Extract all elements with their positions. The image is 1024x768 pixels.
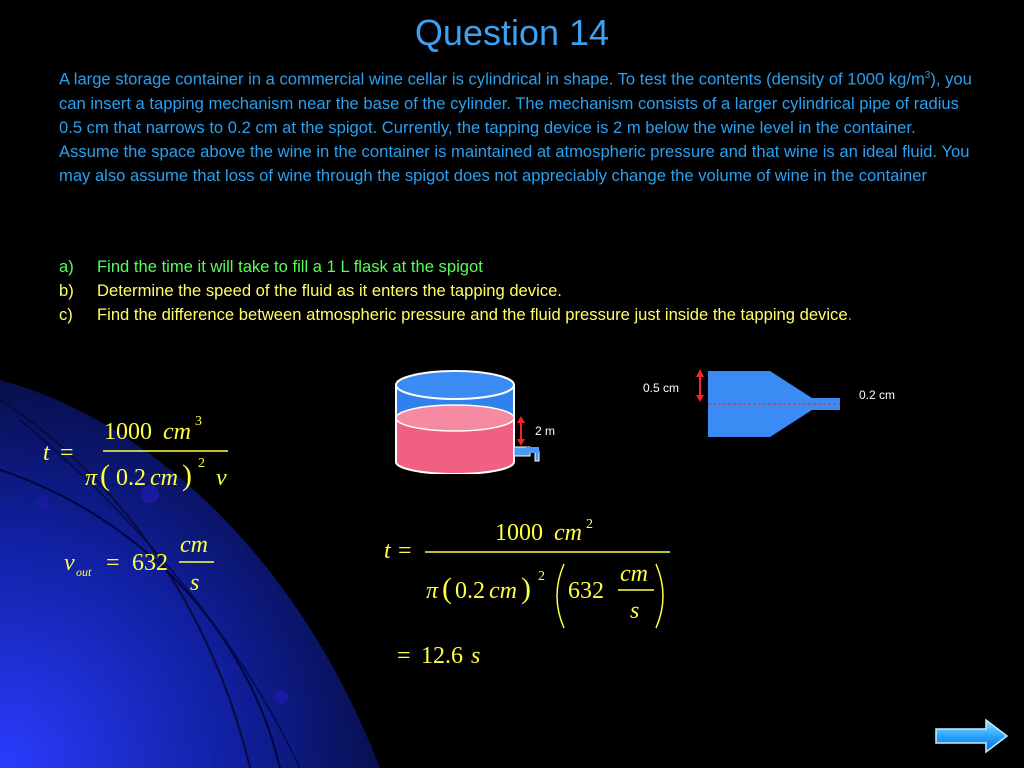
problem-superscript: 3 [924,70,931,81]
decor-dot [274,690,288,704]
svg-text:=: = [398,538,412,564]
svg-text:2: 2 [586,517,593,532]
svg-text:s: s [471,643,481,669]
svg-text:cm: cm [150,465,178,491]
large-radius-label: 0.5 cm [643,381,680,395]
svg-text:t: t [384,538,391,564]
svg-text:cm: cm [180,532,208,558]
equation-result [395,638,505,674]
part-b [59,279,959,303]
svg-text:(: ( [442,572,452,605]
height-label: 2 m [535,424,556,438]
svg-text:cm: cm [620,561,648,587]
svg-text:v: v [216,465,227,491]
svg-text:3: 3 [195,414,202,429]
part-text: Find the difference between atmospheric pressure and the fluid pressure just inside the tapping device [97,305,848,324]
svg-text:1000: 1000 [495,520,543,546]
problem-text-2: ), you can insert a tapping mechanism near the base of the cylinder. The mechanism consists of a larger cylindrical pipe of radius 0.5 cm that narrows to 0.2 cm at the spigot. Currently, the tapping device is 2 m below the wine level in the container. Assume the space above the wine in the container is maintained at atmospheric pressure and that wine is an ideal fluid. You may also assume that loss of wine through the spigot does not appreciably change the volume of wine in the container [59,69,972,185]
svg-text:2: 2 [198,456,205,471]
svg-text:=: = [60,440,74,466]
svg-text:632: 632 [132,550,168,576]
slide-title: Question 14 [414,12,610,53]
pipe-diagram [640,365,920,445]
svg-text:=: = [106,550,120,576]
svg-text:12.6: 12.6 [421,643,463,669]
part-text: Find the time it will take to fill a 1 L flask at the spigot [97,257,483,276]
part-label: a) [59,257,74,276]
part-text: Determine the speed of the fluid as it enters the tapping device. [97,281,562,300]
container-diagram [385,362,585,474]
svg-text:v: v [64,550,75,576]
part-label: b) [59,281,74,300]
svg-text:632: 632 [568,578,604,604]
part-label: c) [59,305,73,324]
svg-text:t: t [43,440,50,466]
part-a [59,255,959,279]
part-trailing: . [847,305,853,324]
svg-text:): ) [521,572,531,605]
svg-text:0.2: 0.2 [116,465,146,491]
svg-text:=: = [397,643,411,669]
svg-text:cm: cm [163,419,191,445]
svg-text:(: ( [100,459,110,492]
svg-text:1000: 1000 [104,419,152,445]
right-arrow-icon[interactable] [934,718,1010,754]
problem-text-1: A large storage container in a commercial wine cellar is cylindrical in shape. To test the contents (density of 1000 kg/m [59,69,925,89]
svg-text:π: π [426,578,439,604]
part-c [59,303,959,327]
svg-text:2: 2 [538,569,545,584]
svg-text:out: out [76,565,92,579]
wine-surface [396,405,514,431]
svg-text:s: s [630,598,640,624]
equation-time-formula [40,405,250,500]
svg-text:0.2: 0.2 [455,578,485,604]
small-radius-label: 0.2 cm [859,388,896,402]
svg-text:π: π [85,465,98,491]
equation-time-substituted [382,510,677,635]
question-parts [59,255,959,327]
svg-text:cm: cm [489,578,517,604]
problem-statement [59,64,974,188]
svg-text:s: s [190,570,200,596]
equation-vout [62,530,232,600]
svg-text:): ) [182,459,192,492]
svg-text:cm: cm [554,520,582,546]
